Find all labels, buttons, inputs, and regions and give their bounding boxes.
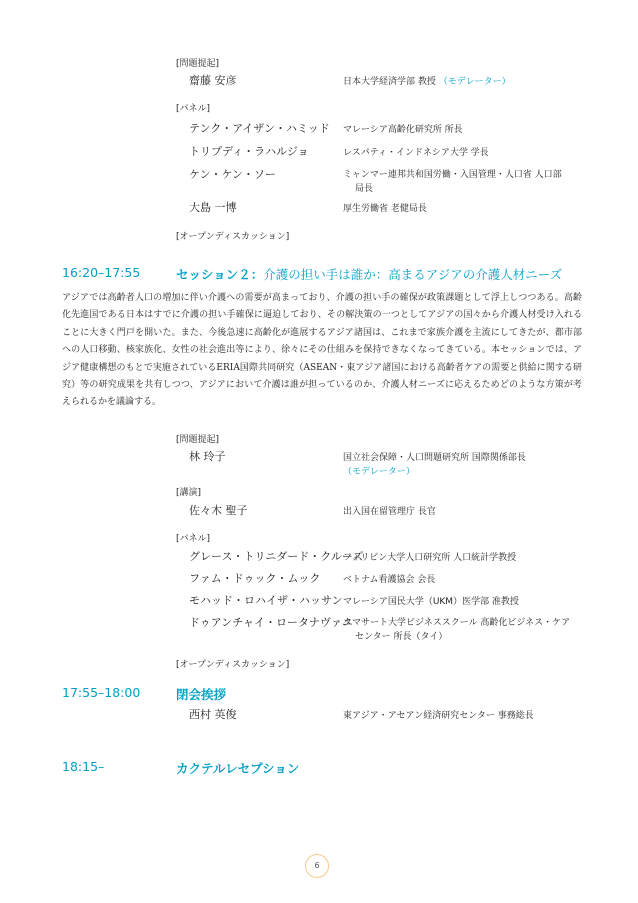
panelist-affiliation: ミャンマー連邦共和国労働・入国管理・人口省 人口部 bbox=[343, 170, 562, 180]
label-panel: [パネル] bbox=[176, 104, 211, 114]
panelist-name: ドゥアンチャイ・ロータナヴァニ bbox=[189, 616, 353, 629]
session2-time: 16:20–17:55 bbox=[62, 265, 141, 280]
page-number: 6 bbox=[305, 854, 329, 878]
panelist-name: ファム・ドゥック・ムック bbox=[189, 572, 321, 585]
moderator-name: 林 玲子 bbox=[189, 450, 226, 463]
panelist-affiliation: マレーシア高齢化研究所 所長 bbox=[343, 125, 463, 135]
closing-time: 17:55–18:00 bbox=[62, 685, 141, 700]
panelist-affiliation: レスパティ・インドネシア大学 学長 bbox=[343, 148, 489, 158]
panelist-affiliation: 厚生労働省 老健局長 bbox=[343, 204, 427, 214]
label-open-discussion: [オープンディスカッション] bbox=[176, 660, 290, 670]
session2-title-prefix: セッション２： bbox=[176, 267, 264, 282]
panelist-name: 大島 一博 bbox=[189, 201, 237, 214]
label-panel: [パネル] bbox=[176, 534, 211, 544]
session2-description: アジアでは高齢者人口の増加に伴い介護への需要が高まっており、介護の担い手の確保が政策課題として浮上しつつある。高齢化先進国である日本はすでに介護の担い手確保に逼迫しており、その解決策の一つとしてアジアの国々から介護人材受け入れることに大きく門戸を開いた。また、今後急速に高齢化が進展するアジア諸国は、これまで家族介護を主流にしてきたが、都市部への人口移動、核家族化、女性の社会進出等により、徐々にその仕組みを保持できなくなってきている。本セッションでは、アジア健康構想のもとで実施されているERIA国際共同研究（ASEAN・東アジア諸国における高齢者ケアの需要と供給に関する研究）等の研究成果を共有しつつ、アジアにおいて介護は誰が担っているのか、介護人材ニーズに応えるためどのような方策が考えられるかを議論する。 bbox=[62, 293, 582, 408]
panelist-name: トリプディ・ラハルジョ bbox=[189, 145, 309, 158]
label-lecture: [講演] bbox=[176, 488, 202, 498]
closing-speaker-name: 西村 英俊 bbox=[189, 708, 237, 721]
closing-title: 閉会挨拶 bbox=[176, 687, 227, 702]
moderator-tag: （モデレーター） bbox=[438, 77, 511, 87]
reception-time: 18:15– bbox=[62, 759, 105, 774]
panelist-name: グレース・トリニダード・クルーズ bbox=[189, 550, 364, 563]
panelist-affiliation-cont: センター 所長（タイ） bbox=[355, 632, 448, 642]
label-open-discussion: [オープンディスカッション] bbox=[176, 232, 290, 242]
panelist-affiliation: マレーシア国民大学（UKM）医学部 准教授 bbox=[343, 597, 519, 607]
moderator-affiliation: 国立社会保障・人口問題研究所 国際関係部長 bbox=[343, 453, 526, 463]
panelist-affiliation: フィリピン大学人口研究所 人口統計学教授 bbox=[343, 553, 517, 563]
moderator-affiliation: 日本大学経済学部 教授 （モデレーター） bbox=[343, 77, 511, 87]
session2-title-text: 介護の担い手は誰か：高まるアジアの介護人材ニーズ bbox=[263, 267, 563, 282]
panelist-affiliation: ベトナム看護協会 会長 bbox=[343, 575, 436, 585]
label-problem-statement: [問題提起] bbox=[176, 59, 220, 69]
panelist-name: モハッド・ロハイザ・ハッサン bbox=[189, 594, 343, 607]
panelist-name: テンク・アイザン・ハミッド bbox=[189, 122, 330, 135]
lecturer-name: 佐々木 聖子 bbox=[189, 504, 248, 517]
panelist-affiliation-cont: 局長 bbox=[355, 184, 374, 194]
moderator-tag: （モデレーター） bbox=[343, 467, 415, 477]
lecturer-affiliation: 出入国在留管理庁 長官 bbox=[343, 507, 436, 517]
moderator-name: 齋藤 安彦 bbox=[189, 74, 237, 87]
label-problem-statement: [問題提起] bbox=[176, 435, 220, 445]
closing-speaker-affiliation: 東アジア・アセアン経済研究センター 事務総長 bbox=[343, 711, 534, 721]
reception-title: カクテルレセプション bbox=[176, 761, 300, 776]
session2-title bbox=[176, 265, 562, 283]
panelist-name: ケン・ケン・ソー bbox=[189, 168, 276, 181]
panelist-affiliation: タマサート大学ビジネススクール 高齢化ビジネス・ケア bbox=[343, 618, 571, 628]
